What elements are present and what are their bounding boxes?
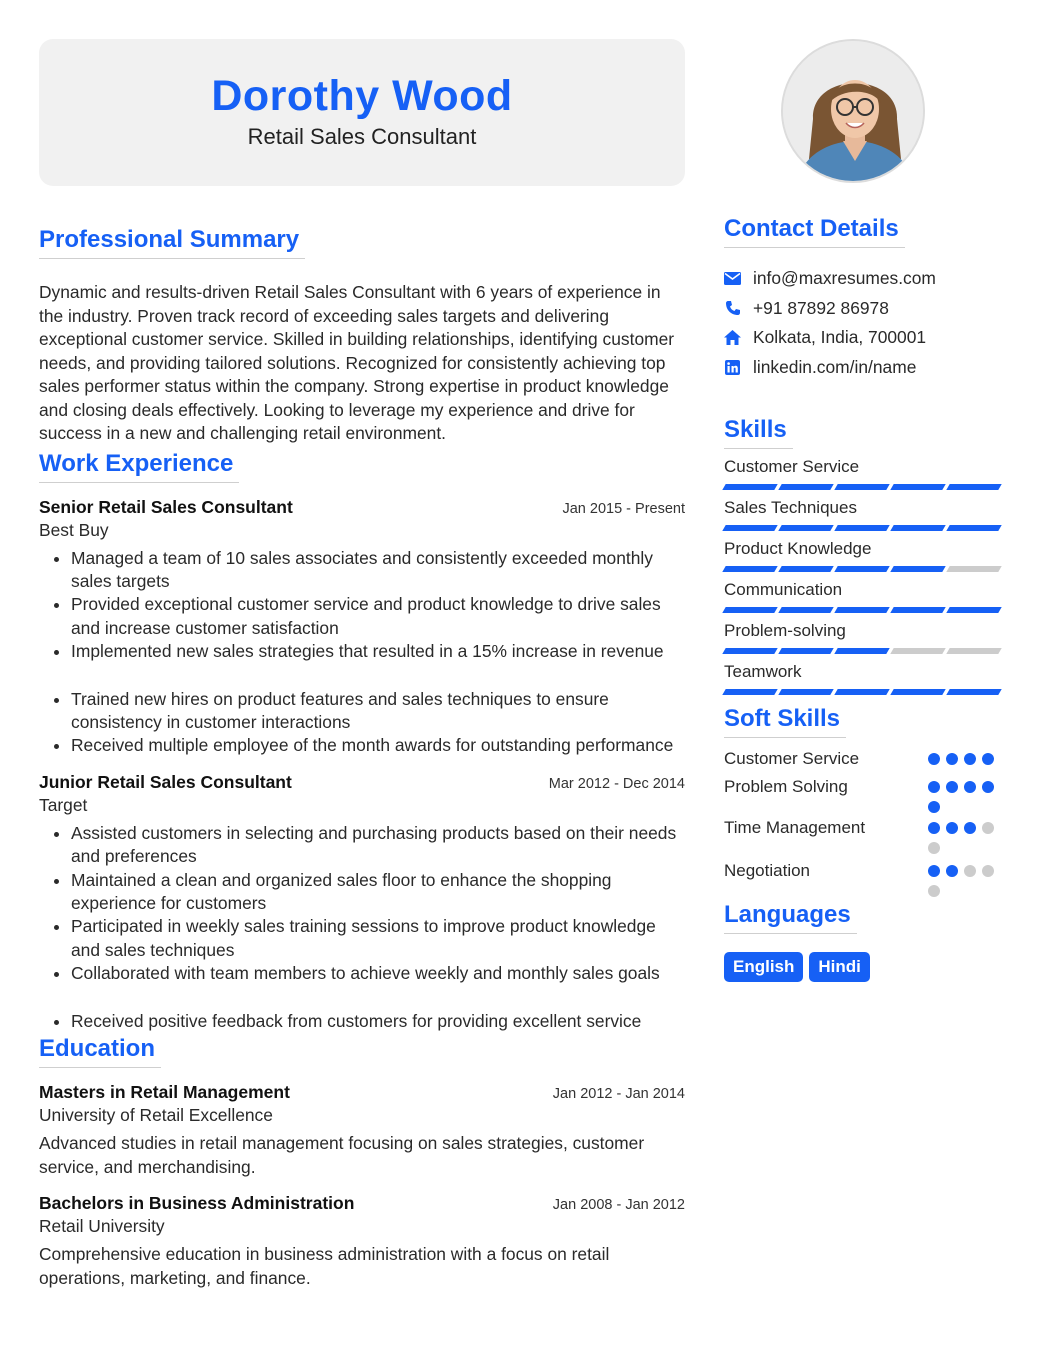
skill-item	[724, 580, 1004, 613]
phone-icon	[724, 300, 741, 317]
contact-email-text: info@maxresumes.com	[753, 268, 936, 289]
rating-dot	[946, 753, 958, 765]
education-date: Jan 2008 - Jan 2012	[552, 1197, 685, 1213]
skill-label: Customer Service	[724, 457, 860, 476]
rating-dot	[928, 801, 940, 813]
job-bullets	[39, 547, 685, 758]
header-card	[39, 39, 685, 186]
skill-level-bar	[724, 484, 1004, 490]
education-date: Jan 2012 - Jan 2014	[552, 1086, 685, 1102]
soft-skill-label: Customer Service	[724, 749, 860, 768]
job-title: Junior Retail Sales Consultant	[39, 771, 292, 792]
education-desc: Advanced studies in retail management focusing on sales strategies, customer service, and merchandising.	[39, 1133, 645, 1177]
soft-skill-label: Time Management	[724, 818, 866, 837]
skill-bar-segment	[946, 484, 1001, 490]
skill-bar-segment	[778, 607, 833, 613]
job-title: Senior Retail Sales Consultant	[39, 496, 293, 517]
skill-bar-segment	[778, 689, 833, 695]
job-company: Best Buy	[39, 519, 109, 540]
contact-section	[724, 215, 1004, 382]
school-name: Retail University	[39, 1216, 165, 1236]
home-icon	[724, 329, 741, 346]
job-entry	[39, 772, 685, 1033]
rating-dot	[928, 865, 940, 877]
languages-section	[724, 901, 1004, 982]
list-item: • Received positive feedback from customers for providing excellent service	[71, 1010, 685, 1033]
rating-dot	[928, 753, 940, 765]
sidebar-column	[724, 39, 1004, 982]
rating-dot	[964, 753, 976, 765]
experience-section	[39, 450, 685, 1034]
soft-skill-item	[724, 860, 1004, 897]
skill-label: Teamwork	[724, 662, 802, 681]
contact-title: Contact Details	[724, 215, 905, 248]
skill-bar-segment	[834, 525, 889, 531]
skill-bar-segment	[778, 484, 833, 490]
contact-linkedin-text: linkedin.com/in/name	[753, 356, 917, 377]
skill-level-bar	[724, 648, 1004, 654]
soft-skill-item	[724, 748, 1004, 770]
skill-bar-segment	[834, 484, 889, 490]
list-item: • Received multiple employee of the month awards for outstanding performance	[71, 734, 685, 757]
rating-dot	[982, 865, 994, 877]
list-item: • Trained new hires on product features and sales techniques to ensure consistency in customer interactions	[71, 688, 685, 735]
education-desc: Comprehensive education in business administration with a focus on retail operations, marketing, and finance.	[39, 1244, 610, 1288]
language-badge: English	[724, 952, 803, 982]
rating-dot	[928, 885, 940, 897]
skill-bar-segment	[722, 648, 777, 654]
soft-skill-label: Negotiation	[724, 861, 811, 880]
skill-bar-segment	[722, 484, 777, 490]
school-name: University of Retail Excellence	[39, 1105, 273, 1125]
skill-bar-segment	[778, 566, 833, 572]
linkedin-icon	[724, 359, 741, 376]
degree-title: Bachelors in Business Administration	[39, 1193, 355, 1213]
skill-bar-segment	[946, 525, 1001, 531]
soft-skills-section	[724, 705, 1004, 897]
soft-skill-item	[724, 817, 1004, 854]
skill-bar-segment	[722, 689, 777, 695]
soft-skill-rating	[928, 748, 1004, 765]
skill-bar-segment	[722, 566, 777, 572]
skill-bar-segment	[890, 484, 945, 490]
summary-text: Dynamic and results-driven Retail Sales Consultant with 6 years of experience in the industry. Proven track record of exceeding sales targets and delivering exceptional customer service. Skilled in building relationships, identifying customer needs, and providing tailored solutions. Recognized for consistently achieving top sales performer status within the company. Strong expertise in product knowledge and closing deals effectively. Looking to leverage my experience and drive for success in a new and challenging retail environment.	[39, 282, 675, 443]
skill-bar-segment	[890, 566, 945, 572]
skill-level-bar	[724, 689, 1004, 695]
skill-item	[724, 498, 1004, 531]
skill-bar-segment	[946, 648, 1001, 654]
rating-dot	[946, 822, 958, 834]
soft-skill-rating	[928, 817, 1004, 854]
list-item: • Implemented new sales strategies that resulted in a 15% increase in revenue	[71, 640, 685, 663]
rating-dot	[982, 753, 994, 765]
skill-label: Product Knowledge	[724, 539, 872, 558]
rating-dot	[946, 781, 958, 793]
skill-level-bar	[724, 607, 1004, 613]
skills-section	[724, 416, 1004, 695]
education-section	[39, 1035, 685, 1290]
skill-bar-segment	[890, 648, 945, 654]
job-bullets	[39, 822, 685, 1033]
rating-dot	[946, 865, 958, 877]
list-item: • Collaborated with team members to achieve weekly and monthly sales goals	[71, 962, 685, 985]
soft-skill-item	[724, 776, 1004, 813]
skill-bar-segment	[722, 525, 777, 531]
job-date: Jan 2015 - Present	[562, 500, 685, 517]
degree-title: Masters in Retail Management	[39, 1082, 290, 1102]
skill-label: Communication	[724, 580, 843, 599]
main-column	[39, 39, 685, 1290]
skill-bar-segment	[778, 525, 833, 531]
rating-dot	[928, 781, 940, 793]
skill-bar-segment	[946, 607, 1001, 613]
skill-item	[724, 457, 1004, 490]
skill-bar-segment	[890, 525, 945, 531]
language-badge: Hindi	[809, 952, 870, 982]
envelope-icon	[724, 270, 741, 287]
candidate-name: Dorothy Wood	[211, 72, 513, 120]
rating-dot	[982, 822, 994, 834]
contact-email[interactable]	[724, 264, 1004, 294]
languages-title: Languages	[724, 901, 857, 934]
soft-skill-rating	[928, 860, 1004, 897]
skill-bar-segment	[834, 648, 889, 654]
skill-item	[724, 662, 1004, 695]
skills-title: Skills	[724, 416, 793, 449]
education-title: Education	[39, 1035, 161, 1068]
skill-level-bar	[724, 566, 1004, 572]
contact-location-text: Kolkata, India, 700001	[753, 327, 927, 348]
avatar	[781, 39, 925, 183]
skill-label: Problem-solving	[724, 621, 846, 640]
soft-skill-label: Problem Solving	[724, 777, 848, 796]
rating-dot	[964, 781, 976, 793]
skill-bar-segment	[946, 566, 1001, 572]
job-entry	[39, 497, 685, 758]
contact-phone-text: +91 87892 86978	[753, 297, 889, 318]
skill-bar-segment	[946, 689, 1001, 695]
rating-dot	[928, 842, 940, 854]
education-entry	[39, 1082, 685, 1179]
list-item: • Managed a team of 10 sales associates and consistently exceeded monthly sales targets	[71, 547, 685, 594]
skill-bar-segment	[778, 648, 833, 654]
skill-bar-segment	[834, 566, 889, 572]
candidate-role: Retail Sales Consultant	[247, 124, 477, 149]
skill-item	[724, 539, 1004, 572]
job-company: Target	[39, 794, 88, 815]
rating-dot	[982, 781, 994, 793]
rating-dot	[964, 822, 976, 834]
skill-bar-segment	[834, 607, 889, 613]
soft-skills-title: Soft Skills	[724, 705, 846, 738]
list-item: • Assisted customers in selecting and purchasing products based on their needs and preferences	[71, 822, 685, 869]
contact-location	[724, 323, 1004, 353]
skill-bar-segment	[722, 607, 777, 613]
summary-title: Professional Summary	[39, 226, 305, 259]
skill-bar-segment	[834, 689, 889, 695]
list-item: • Participated in weekly sales training sessions to improve product knowledge and sales techniques	[71, 915, 685, 962]
skill-level-bar	[724, 525, 1004, 531]
contact-phone[interactable]	[724, 294, 1004, 324]
summary-section	[39, 226, 685, 446]
skill-bar-segment	[890, 689, 945, 695]
rating-dot	[964, 865, 976, 877]
skill-item	[724, 621, 1004, 654]
soft-skill-rating	[928, 776, 1004, 813]
list-item: • Maintained a clean and organized sales floor to enhance the shopping experience for customers	[71, 869, 685, 916]
job-date: Mar 2012 - Dec 2014	[548, 775, 685, 792]
education-entry	[39, 1193, 685, 1290]
experience-title: Work Experience	[39, 450, 239, 483]
skill-bar-segment	[890, 607, 945, 613]
skill-label: Sales Techniques	[724, 498, 857, 517]
contact-linkedin[interactable]	[724, 353, 1004, 383]
list-item: • Provided exceptional customer service and product knowledge to drive sales and increase customer satisfaction	[71, 593, 685, 640]
rating-dot	[928, 822, 940, 834]
